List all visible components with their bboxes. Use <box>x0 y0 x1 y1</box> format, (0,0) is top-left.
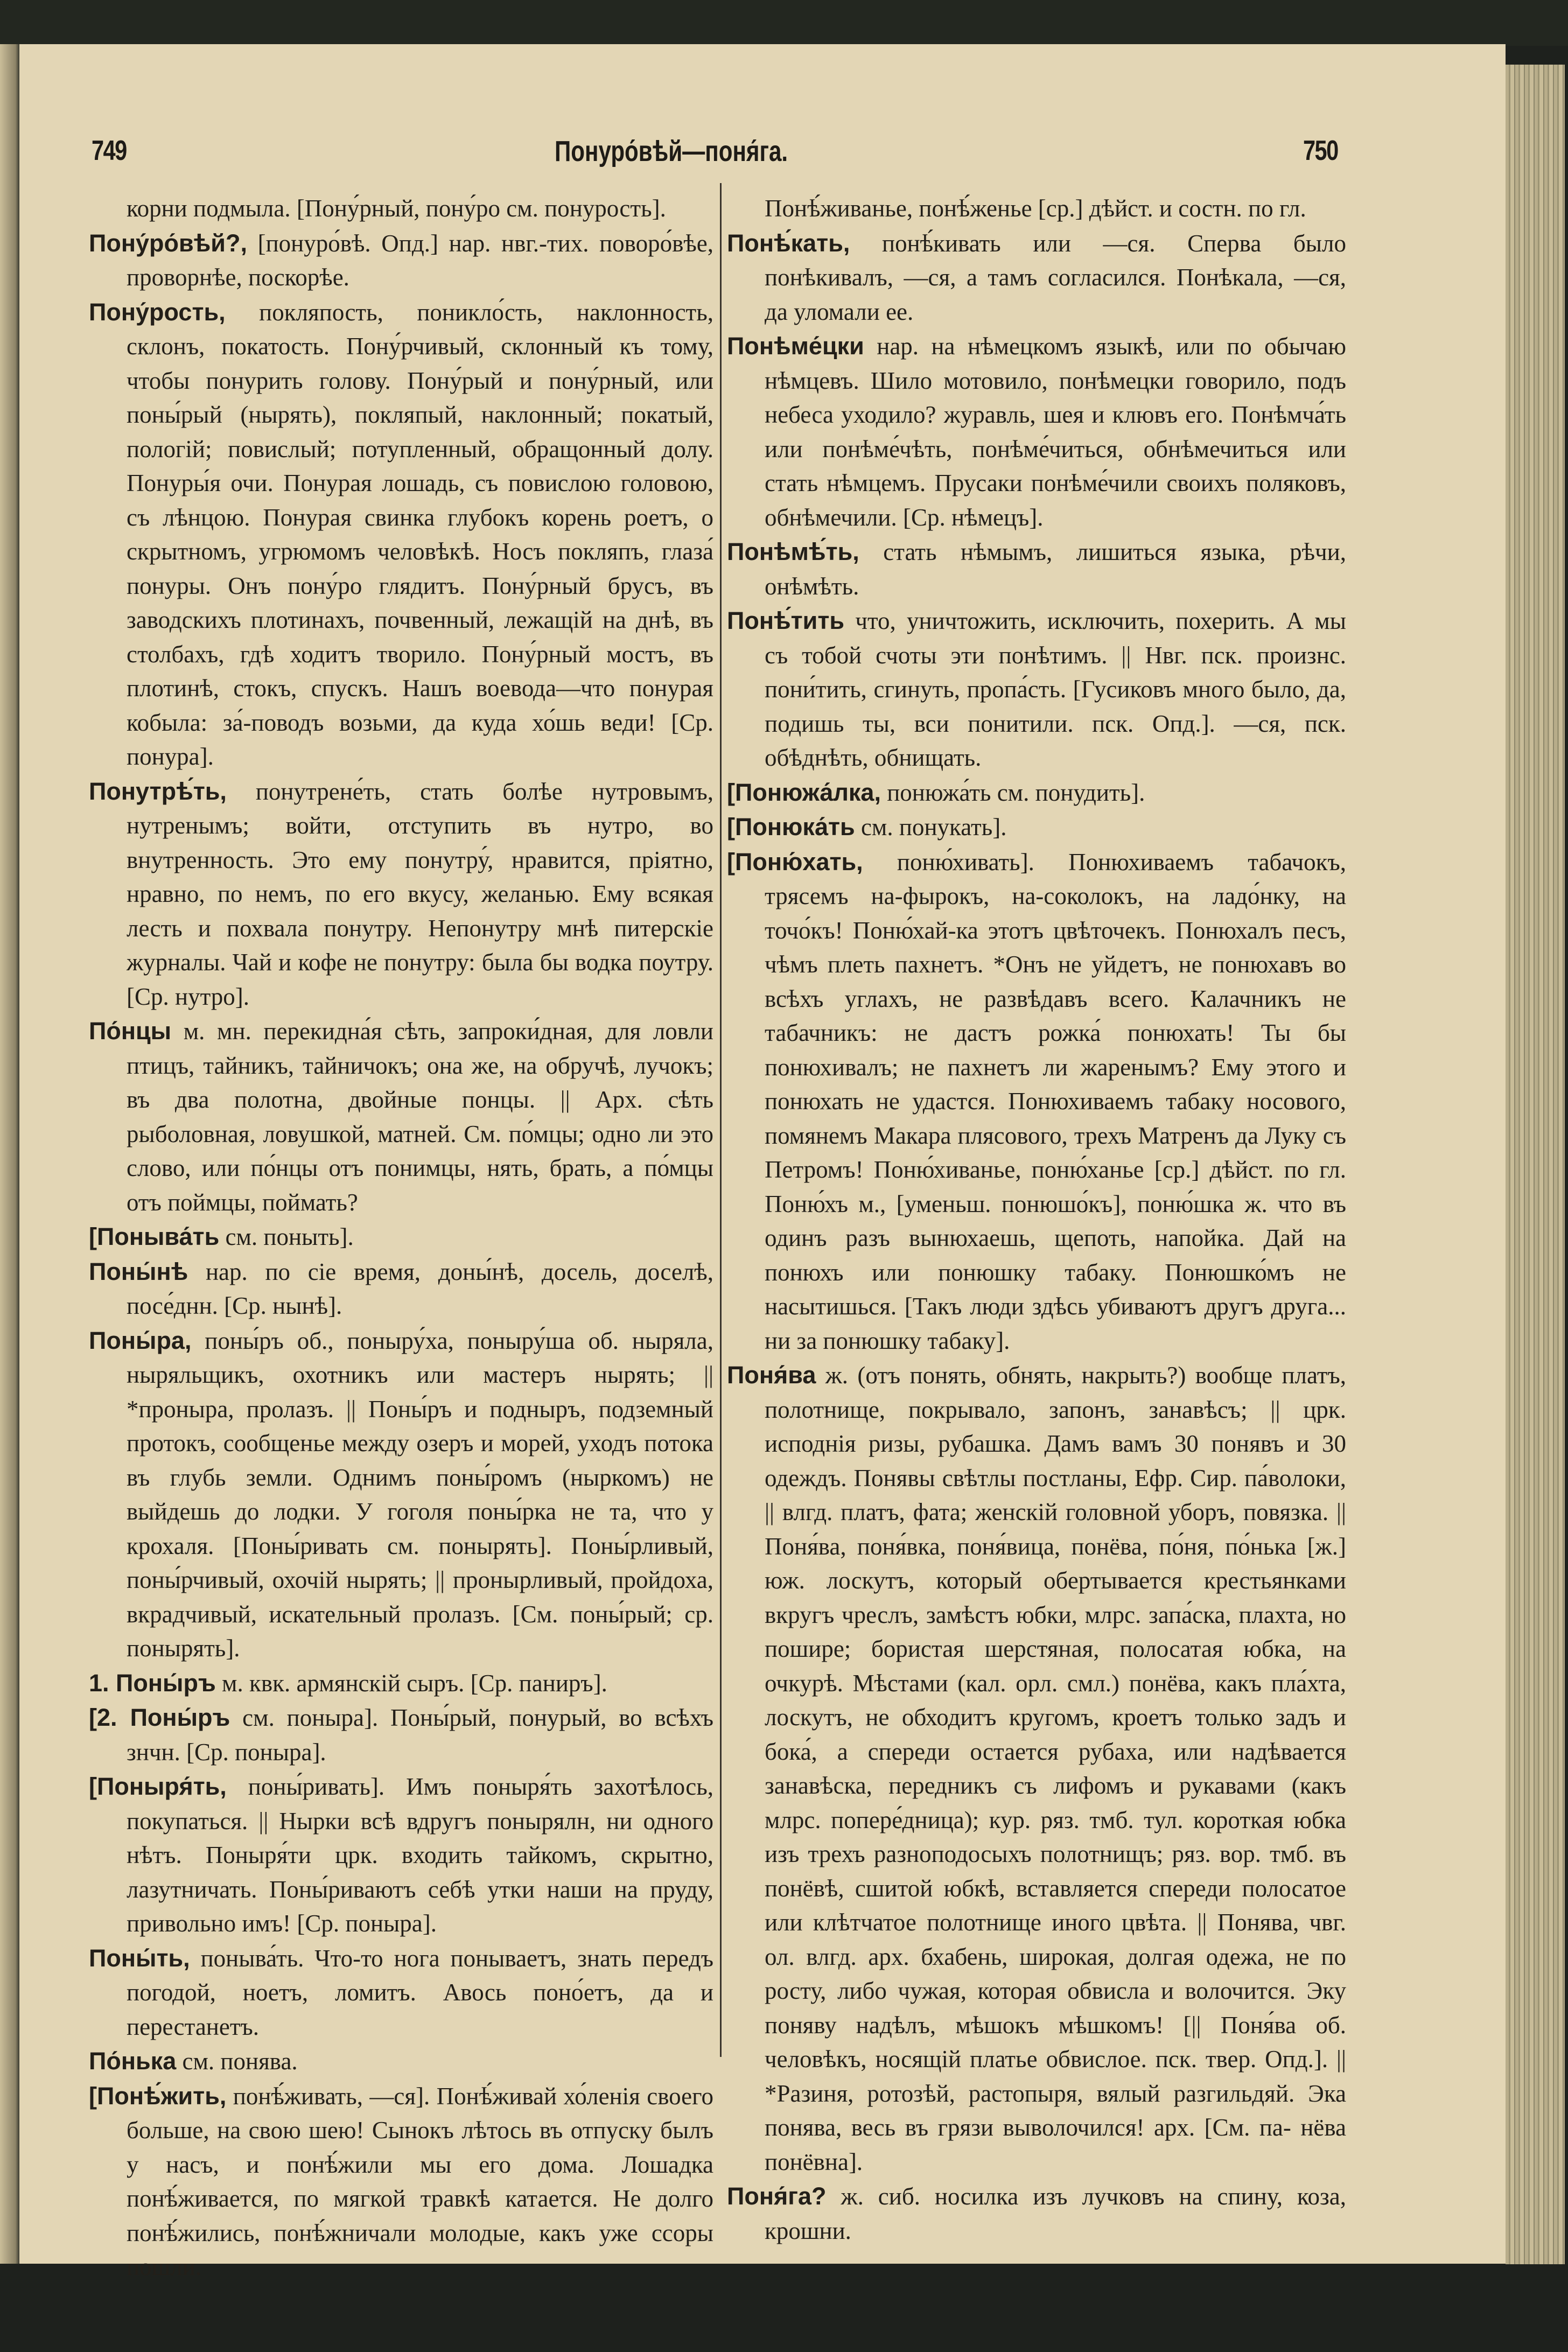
dictionary-entry <box>727 535 1346 604</box>
headword: [2. Поны́ръ <box>89 1704 230 1731</box>
headword: [Понѣ́жить, <box>89 2082 227 2110</box>
entry-text: м. мн. перекидна́я сѣть, запроки́дная, для ловли птицъ, тайникъ, тайничокъ; она же, на обручѣ, лучокъ; въ два полотна, двойные понцы. || Арх. сѣть рыболовная, ловушкой, матней. См. по́мцы; одно ли это слово, или по́нцы отъ понимцы, нять, брать, а по́мцы отъ поймцы, поймать? <box>127 1018 713 1216</box>
dictionary-entry <box>89 774 713 1014</box>
dictionary-entry <box>89 1324 713 1666</box>
headword: [Поныря́ть, <box>89 1773 227 1800</box>
dictionary-entry <box>89 2079 713 2285</box>
dictionary-entry <box>89 1941 713 2045</box>
headword: [Поню́хать, <box>727 848 863 876</box>
dictionary-entry <box>89 1014 713 1220</box>
headword: По́нцы <box>89 1017 172 1045</box>
entry-text: поныва́ть. Что-то нога понываетъ, знать передъ погодой, ноетъ, ломитъ. Авось поно́етъ, да и перестанетъ. <box>127 1944 713 2040</box>
headword: Пону́ро́вѣй?, <box>89 229 247 257</box>
headword: Понѣ́тить <box>727 607 845 634</box>
entry-text: стать нѣмымъ, лишиться языка, рѣчи, онѣмѣть. <box>765 538 1346 600</box>
dictionary-entry <box>727 775 1346 810</box>
dictionary-entry <box>89 1700 713 1769</box>
dictionary-entry <box>727 329 1346 535</box>
dictionary-entry <box>89 1255 713 1324</box>
right-page-number: 750 <box>1303 135 1338 166</box>
dictionary-entry <box>727 604 1346 775</box>
entry-text: м. квк. армянскій сыръ. [Ср. паниръ]. <box>222 1669 607 1697</box>
headword: Понутрѣ́ть, <box>89 777 227 805</box>
dictionary-entry <box>89 226 713 295</box>
dictionary-entry <box>727 2179 1346 2248</box>
entry-text: ж. (отъ понять, обнять, накрыть?) вообще платъ, полотнище, покрывало, запонъ, занавѣсъ; || црк. исподнія ризы, рубашка. Дамъ вамъ 30 понявъ и 30 одеждъ. Понявы свѣтлы постланы, Ефр. Сир. па́волоки, || влгд. платъ, фата; женскій головной уборъ, повязка. || Поня́ва, поня́вка, поня́вица, понёва, по́ня, по́нька [ж.] юж. лоскутъ, который обертывается крестьянками вкругъ чреслъ, замѣстъ юбки, млрс. запа́ска, плахта, но пошире; бористая шерстяная, полосатая юбка, на очкурѣ. Мѣстами (кал. орл. смл.) понёва, какъ пла́хта, лоскутъ, не обходитъ кругомъ, кроетъ только задъ и бока́, а спереди остается рубаха, или надѣвается занавѣска, передникъ съ лифомъ и рукавами (какъ млрс. попере́дница); кур. ряз. тмб. тул. короткая юбка изъ трехъ разноподосыхъ полотнищъ; ряз. вор. тмб. въ понёвѣ, сшитой юбкѣ, вставляется спереди полосатое или клѣтчатое полотнище иного цвѣта. || Понява, чвг. ол. влгд. арх. бхабень, широкая, долгая одежа, не по росту, либо чужая, которая обвисла и волочится. Эку поняву надѣлъ, мѣшокъ мѣшкомъ! [|| Поня́ва об. человѣкъ, носящій платье обвислое. пск. твер. Опд.]. || *Разиня, ротозѣй, растопыря, вялый разгильдяй. Эка понява, весь въ грязи выволочился! арх. [См. па- нёва понёвна]. <box>765 1362 1347 2175</box>
dictionary-entry <box>89 1220 713 1255</box>
page-header <box>81 135 1405 172</box>
dictionary-entry <box>89 2044 713 2079</box>
entry-text: поны́ривать]. Имъ поныря́ть захотѣлось, покупаться. || Нырки всѣ вдругъ понырялн, ни одного нѣтъ. Поныря́ти црк. входить тайкомъ, скрытно, лазутничать. Поны́риваютъ себѣ утки наши на пруду, привольно имъ! [Ср. поныра]. <box>127 1773 713 1937</box>
dictionary-entry <box>89 1769 713 1941</box>
entry-text: покляпость, поникло́сть, наклонность, склонъ, покатость. Пону́рчивый, склонный къ тому, чтобы понурить голову. Пону́рый и пону́рный, или поны́рый (нырять), покляпый, наклонный; покатый, пологій; повислый; потупленный, обращонный долу. Понуры́я очи. Понурая лошадь, съ повислою головою, съ лѣнцою. Понурая свинка глубокъ корень роетъ, о скрытномъ, угрюмомъ человѣкѣ. Носъ покляпъ, глаза́ понуры. Онъ пону́ро глядитъ. Пону́рный брусъ, въ заводскихъ плотинахъ, почвенный, лежащій на днѣ, въ столбахъ, гдѣ ходитъ творило. Пону́рный мостъ, въ плотинѣ, стокъ, спускъ. Нашъ воевода—что понурая кобыла: за́-поводъ возьми, да куда хо́шь веди! [Ср. понура]. <box>127 298 713 770</box>
entry-text: понюжа́ть см. понудить]. <box>887 779 1145 806</box>
left-column <box>89 191 713 2285</box>
entry-text: понѣ́кивать или —ся. Сперва было понѣкивалъ, —ся, а тамъ согласился. Понѣкала, —ся, да уломали ее. <box>765 229 1346 325</box>
left-page-number: 749 <box>92 135 127 166</box>
dictionary-entry <box>89 295 713 774</box>
scan-backdrop <box>0 0 1568 46</box>
headword: Поня́ва <box>727 1361 816 1389</box>
entry-text: см. поныть]. <box>225 1223 354 1250</box>
headword: Понѣмѣ́ть, <box>727 538 859 565</box>
entry-text: поню́хивать]. Понюхиваемъ табачокъ, трясемъ на-фырокъ, на-соколокъ, на ладо́нку, на точо́къ! Поню́хай-ка этотъ цвѣточекъ. Понюхалъ песъ, чѣмъ плеть пахнетъ. *Онъ не уйдетъ, не понюхавъ во всѣхъ углахъ, не развѣдавъ всего. Калачникъ не табачникъ: не дастъ рожка́ понюхать! Ты бы понюхивалъ; не пахнетъ ли жаренымъ? Ему этого и понюхать не удастся. Понюхиваемъ табаку носового, помянемъ Макара плясового, трехъ Матренъ да Луку съ Петромъ! Поню́хиванье, поню́ханье [ср.] дѣйст. по гл. Поню́хъ м., [уменьш. понюшо́къ], поню́шка ж. что въ одинъ разъ вынюхаешь, щепоть, напойка. Дай на понюхъ или понюшку табаку. Понюшко́мъ не насытишься. [Такъ люди здѣсь убиваютъ другъ друга... ни за понюшку табаку]. <box>765 848 1346 1354</box>
book-gutter-edge <box>0 44 19 2264</box>
headword: [Поныва́ть <box>89 1223 220 1250</box>
entry-text: корни подмыла. [Пону́рный, пону́ро см. понурость]. <box>127 195 666 222</box>
headword: Понѣме́цки <box>727 332 864 360</box>
entry-text: см. поныра]. Поны́рый, понурый, во всѣхъ знчн. [Ср. поныра]. <box>127 1704 713 1766</box>
entry-text: понѣ́живать, —ся]. Понѣ́живай хо́ленія своего больше, на свою шею! Сынокъ лѣтось въ отпуску былъ у насъ, и понѣ́жили мы его дома. Лошадка понѣ́живается, по мягкой травкѣ катается. Не долго понѣ́жились, понѣ́жничали молодые, какъ уже ссоры пошли. <box>127 2082 713 2280</box>
entry-text: ж. сиб. носилка изъ лучковъ на спину, коза, крошни. <box>765 2183 1347 2244</box>
entry-text: см. понукать]. <box>860 814 1007 841</box>
headword: Пону́рость, <box>89 298 226 326</box>
headword: [Понюка́ть <box>727 813 855 841</box>
headword: Поня́га? <box>727 2182 827 2210</box>
dictionary-entry <box>727 226 1346 330</box>
headword: По́нька <box>89 2047 177 2075</box>
right-column <box>727 191 1346 2248</box>
column-divider <box>720 183 722 2057</box>
dictionary-entry <box>727 191 1346 226</box>
dictionary-entry <box>727 810 1346 845</box>
headword: 1. Поны́ръ <box>89 1669 216 1697</box>
entry-text: понутрене́ть, стать болѣе нутровымъ, нутренымъ; войти, отступить въ нутро, во внутренность. Это ему понутру́, нравится, пріятно, нравно, по немъ, по его вкусу, желанью. Ему всякая лесть и похвала понутру. Непонутру мнѣ питерскіе журналы. Чай и кофе не понутру: была бы водка поутру. [Ср. нутро]. <box>127 778 713 1010</box>
dictionary-entry <box>89 191 713 226</box>
headword: [Понюжа́лка, <box>727 778 881 806</box>
entry-text: нар. на нѣмецкомъ языкѣ, или по обычаю нѣмцевъ. Шило мотовило, понѣмецки говорило, подъ небеса уходило? журавль, шея и клювъ его. Понѣмча́ть или понѣме́чѣть, понѣме́читься, обнѣмечиться или стать нѣмцемъ. Прусаки понѣме́чили своихъ поляковъ, обнѣмечили. [Ср. нѣмецъ]. <box>765 333 1347 531</box>
entry-text: поны́ръ об., поныру́ха, поныру́ша об. ныряла, ныряльщикъ, охотникъ или мастеръ нырять; || *проныра, пролазъ. || Поны́ръ и подныръ, подземный протокъ, сообщенье между озеръ и морей, уходъ потока въ глубь земли. Однимъ поны́ромъ (ныркомъ) не выйдешь до лодки. У гоголя поны́рка не та, что у крохаля. [Поны́ривать см. понырять]. Поны́рливый, поны́рчивый, охочій нырять; || пронырливый, пройдоха, вкрадчивый, искательный пролазъ. [См. поны́рый; ср. понырять]. <box>127 1327 713 1662</box>
dictionary-entry <box>727 1358 1346 2179</box>
entry-text: [понуро́вѣ. Опд.] нар. нвг.-тих. поворо́вѣе, проворнѣе, поскорѣе. <box>127 229 714 291</box>
entry-text: Понѣ́живанье, понѣ́женье [ср.] дѣйст. и состн. по гл. <box>765 195 1306 222</box>
headword: Поны́ра, <box>89 1326 192 1354</box>
entry-text: нар. по сіе время, доны́нѣ, досель, доселѣ, посе́днн. [Ср. нынѣ]. <box>127 1258 713 1319</box>
running-head: Понуро́вѣй—поня́га. <box>555 135 788 167</box>
headword: Поны́ть, <box>89 1944 190 1972</box>
dictionary-entry <box>89 1666 713 1701</box>
entry-text: что, уничтожить, исключить, похерить. А мы съ тобой счоты эти понѣтимъ. || Нвг. пск. произнс. пони́тить, сгинуть, пропа́сть. [Гусиковъ много было, да, подишь ты, вси понитили. пск. Опд.]. —ся, пск. обѣднѣть, обнищать. <box>765 607 1346 771</box>
headword: Понѣ́кать, <box>727 229 850 257</box>
dictionary-entry <box>727 845 1346 1359</box>
headword: Поны́нѣ <box>89 1257 188 1285</box>
entry-text: см. понява. <box>182 2048 298 2075</box>
book-fore-edge <box>1506 65 1565 2264</box>
